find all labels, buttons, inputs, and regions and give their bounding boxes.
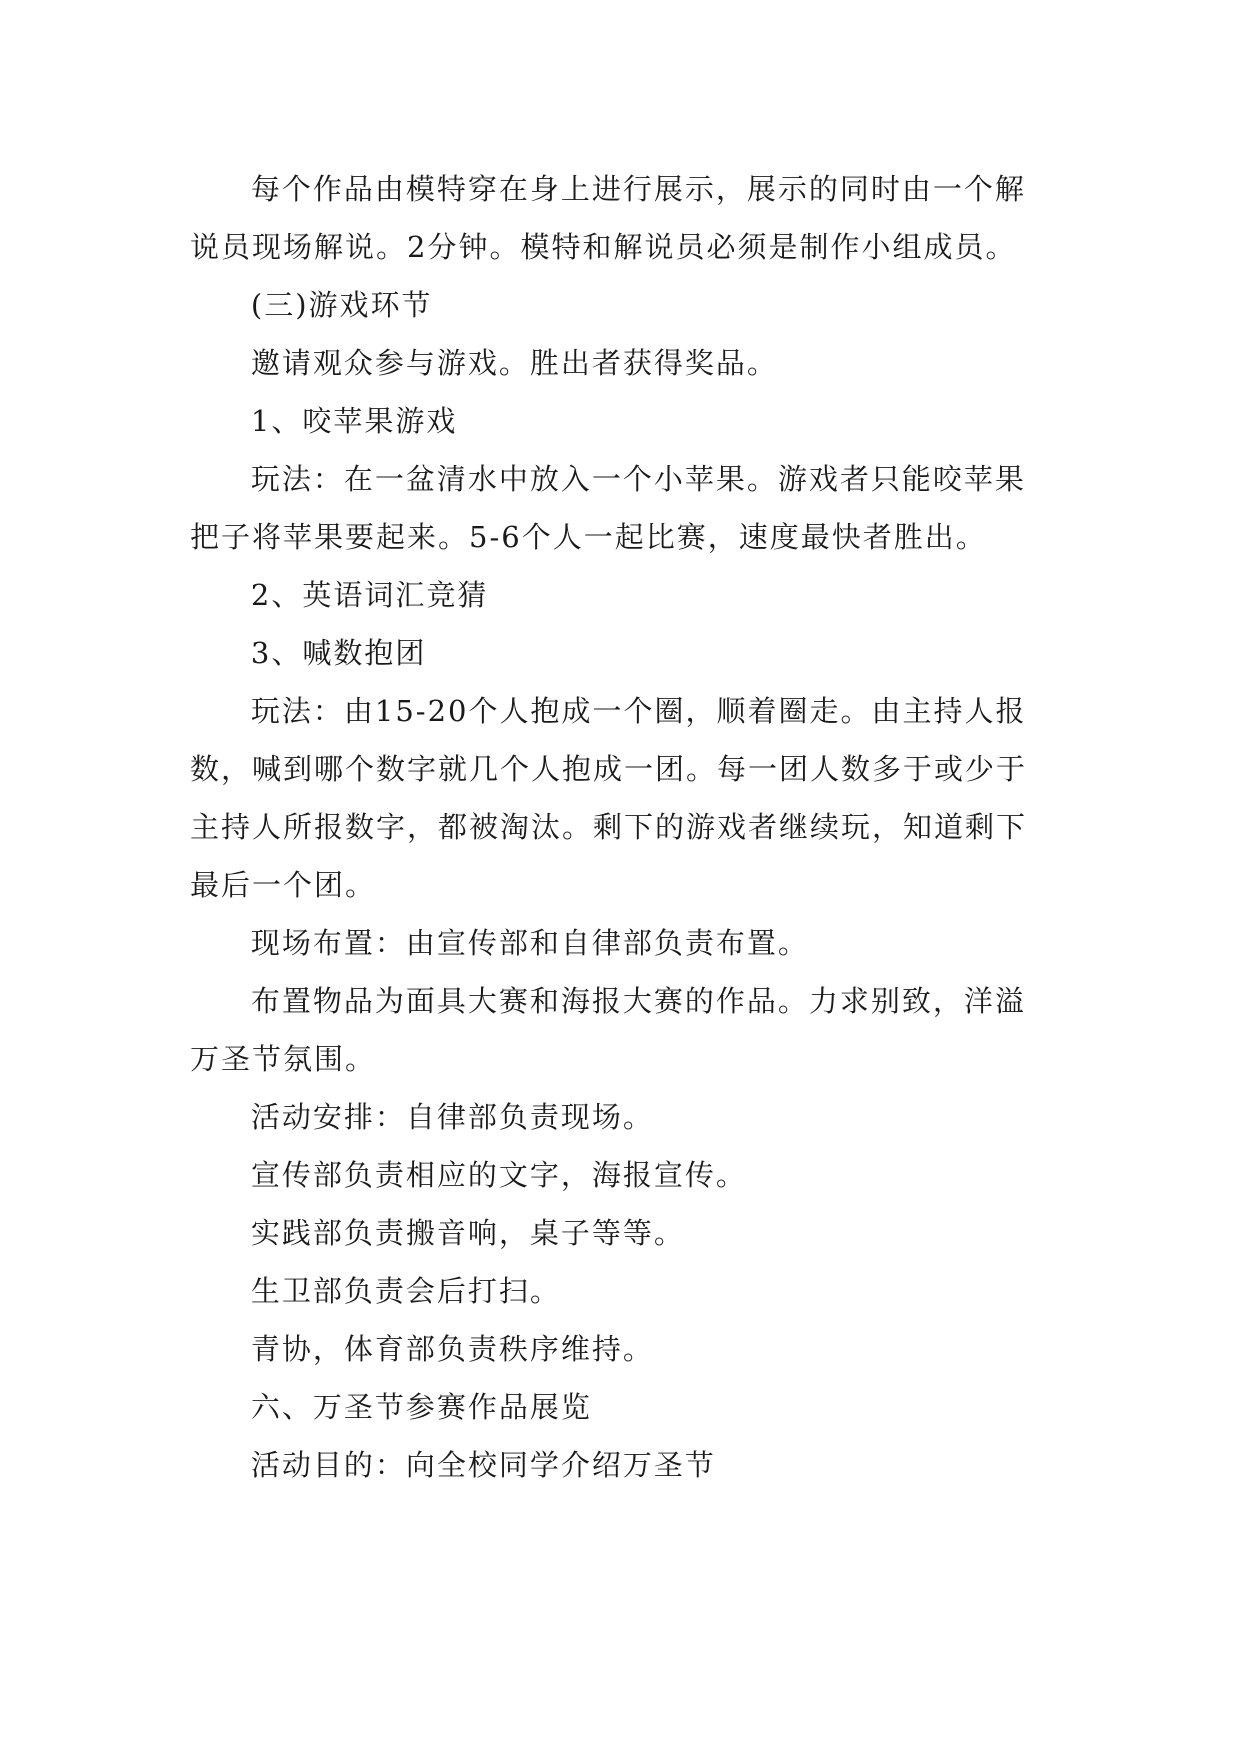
heading-apple-game: 1、咬苹果游戏 bbox=[250, 404, 458, 438]
paragraph-health-dept: 生卫部负责会后打扫。 bbox=[250, 1274, 561, 1308]
paragraph-youth-sports-dept: 青协，体育部负责秩序维持。 bbox=[250, 1332, 654, 1366]
paragraph-invite-audience: 邀请观众参与游戏。胜出者获得奖品。 bbox=[250, 346, 778, 380]
paragraph-activity-arrangement: 活动安排：自律部负责现场。 bbox=[250, 1100, 654, 1134]
paragraph-publicity-dept: 宣传部负责相应的文字，海报宣传。 bbox=[250, 1158, 747, 1192]
heading-game-section: (三)游戏环节 bbox=[250, 288, 433, 322]
heading-exhibition-section: 六、万圣节参赛作品展览 bbox=[250, 1390, 592, 1424]
heading-number-hug-game: 3、喊数抱团 bbox=[250, 636, 427, 670]
paragraph-apple-game-rules: 玩法：在一盆清水中放入一个小苹果。游戏者只能咬苹果把子将苹果要起来。5-6个人一起比赛，速度最快者胜出。 bbox=[190, 462, 1026, 554]
paragraph-number-hug-rules: 玩法：由15-20个人抱成一个圈，顺着圈走。由主持人报数，喊到哪个数字就几个人抱成一团。每一团人数多于或少于主持人所报数字，都被淘汰。剩下的游戏者继续玩，知道剩下最后一个团。 bbox=[190, 694, 1028, 902]
paragraph-model-display: 每个作品由模特穿在身上进行展示，展示的同时由一个解说员现场解说。2分钟。模特和解说员必须是制作小组成员。 bbox=[190, 172, 1026, 264]
document-body bbox=[190, 160, 1050, 1494]
paragraph-exhibition-purpose: 活动目的：向全校同学介绍万圣节 bbox=[250, 1448, 716, 1482]
heading-english-vocab-game: 2、英语词汇竞猜 bbox=[250, 578, 489, 612]
paragraph-decoration-items: 布置物品为面具大赛和海报大赛的作品。力求别致，洋溢万圣节氛围。 bbox=[190, 984, 1026, 1076]
paragraph-venue-setup: 现场布置：由宣传部和自律部负责布置。 bbox=[250, 926, 809, 960]
paragraph-practice-dept: 实践部负责搬音响，桌子等等。 bbox=[250, 1216, 685, 1250]
